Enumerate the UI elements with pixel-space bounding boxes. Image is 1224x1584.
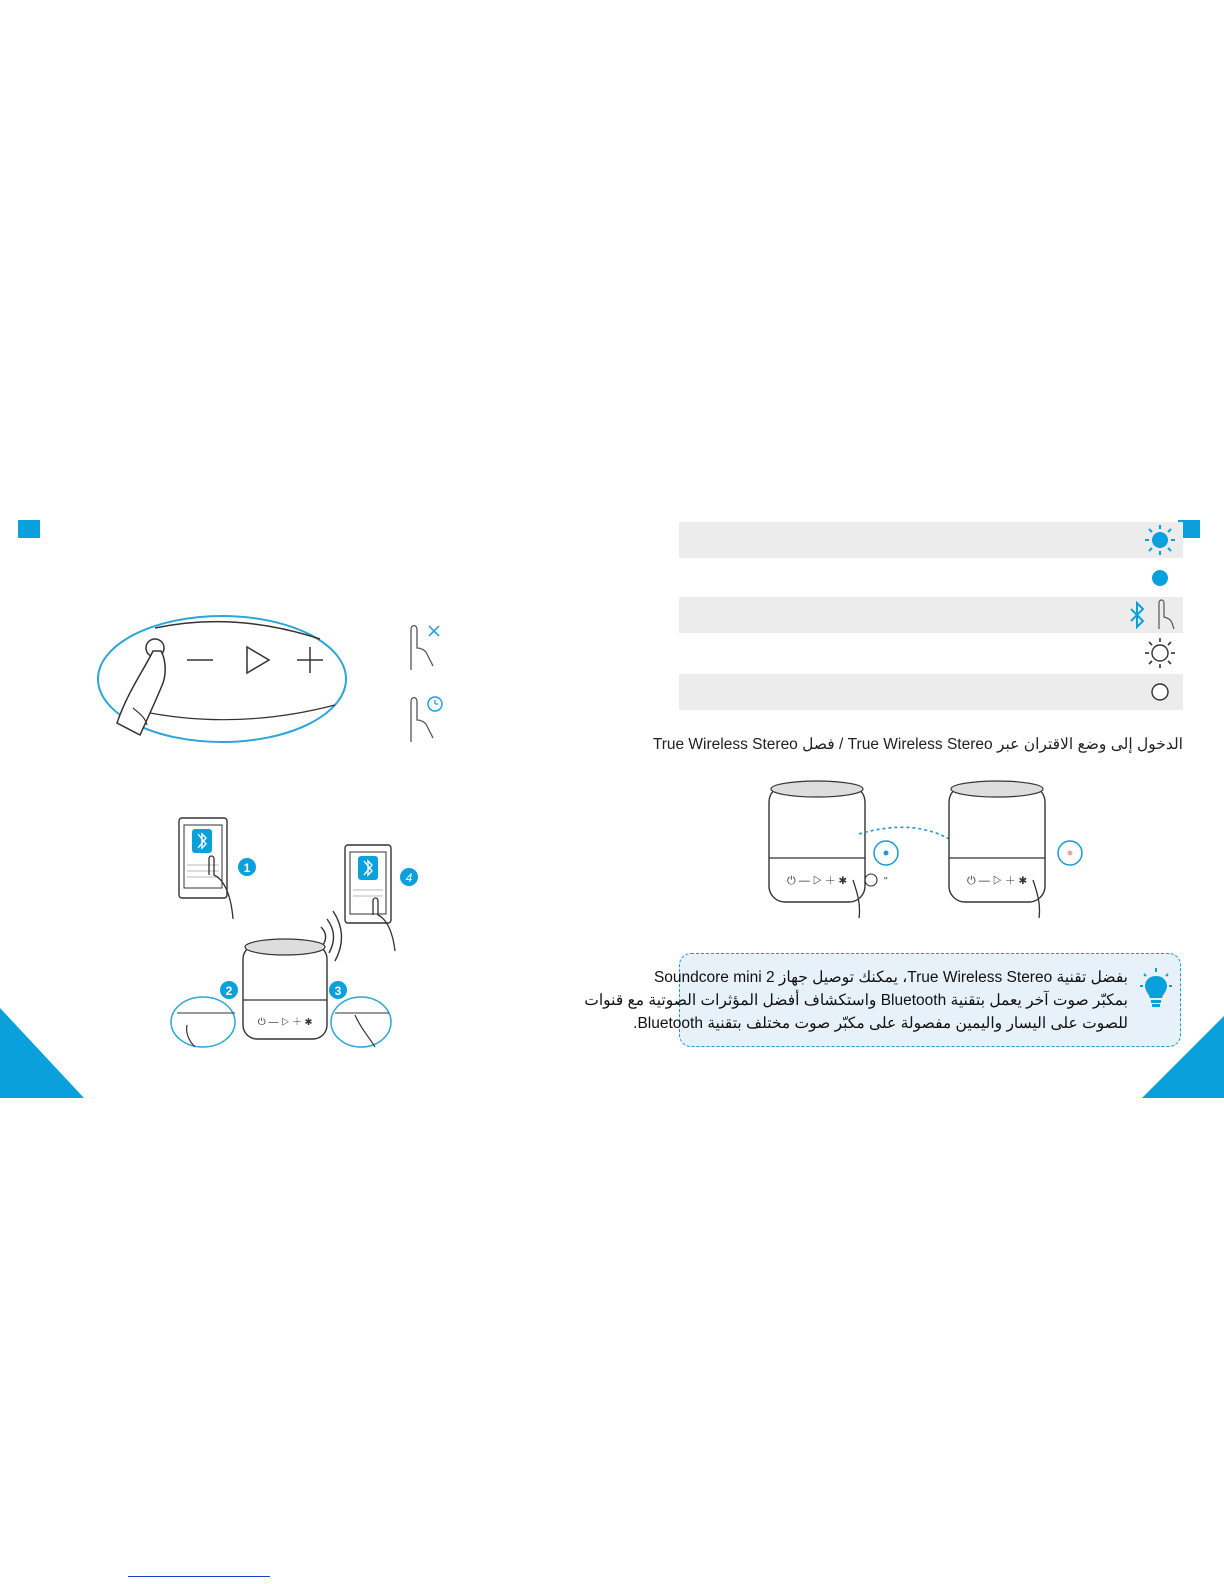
led-off-icon [1143,675,1177,709]
led-row-5 [679,674,1183,710]
tip-text [584,966,1128,1035]
svg-text:⏻ — ▷ ＋ ✱: ⏻ — ▷ ＋ ✱ [257,1017,313,1028]
lightbulb-icon [1138,968,1174,1012]
led-blinking-blue-icon [1143,523,1177,557]
pairing-illustration [165,815,425,1055]
led-row-1 [679,522,1183,558]
press-hold-icon [403,694,447,746]
press-finger-icon [1153,599,1177,631]
page-marker-left [18,520,40,538]
tws-heading: الدخول إلى وضع الاقتران عبر True Wireless Stereo / فصل True Wireless Stereo [652,736,1183,753]
svg-text:1: 1 [243,861,251,875]
bluetooth-icon [1127,600,1147,630]
tap-cancel-icon [403,622,447,674]
svg-text:3: 3 [334,984,342,998]
svg-text:": " [884,876,888,887]
control-panel-illustration [95,613,355,753]
tip-line-2: بمكبّر صوت آخر يعمل بتقنية Bluetooth واستكشاف أفضل المؤثرات الصوتية مع قنوات [584,992,1128,1009]
tws-pairing-illustration [763,780,1103,930]
svg-text:4: 4 [405,871,413,885]
led-solid-blue-icon [1143,561,1177,595]
bottom-rule [128,1576,270,1577]
led-blinking-white-icon [1143,636,1177,670]
led-row-3 [679,597,1183,633]
tip-line-1: بفضل تقنية True Wireless Stereo، يمكنك توصيل جهاز Soundcore mini 2 [653,969,1128,986]
svg-text:⏻ — ▷ ＋ ✱: ⏻ — ▷ ＋ ✱ [967,875,1027,887]
tip-line-3: للصوت على اليسار واليمين مفصولة على مكبّر صوت مختلف بتقنية Bluetooth. [633,1015,1128,1032]
led-row-4 [679,635,1183,671]
corner-triangle-left [0,1008,84,1098]
led-row-2 [679,560,1183,596]
tip-box [584,953,1181,1047]
svg-text:2: 2 [225,984,233,998]
svg-text:⏻ — ▷ ＋ ✱: ⏻ — ▷ ＋ ✱ [787,875,847,887]
